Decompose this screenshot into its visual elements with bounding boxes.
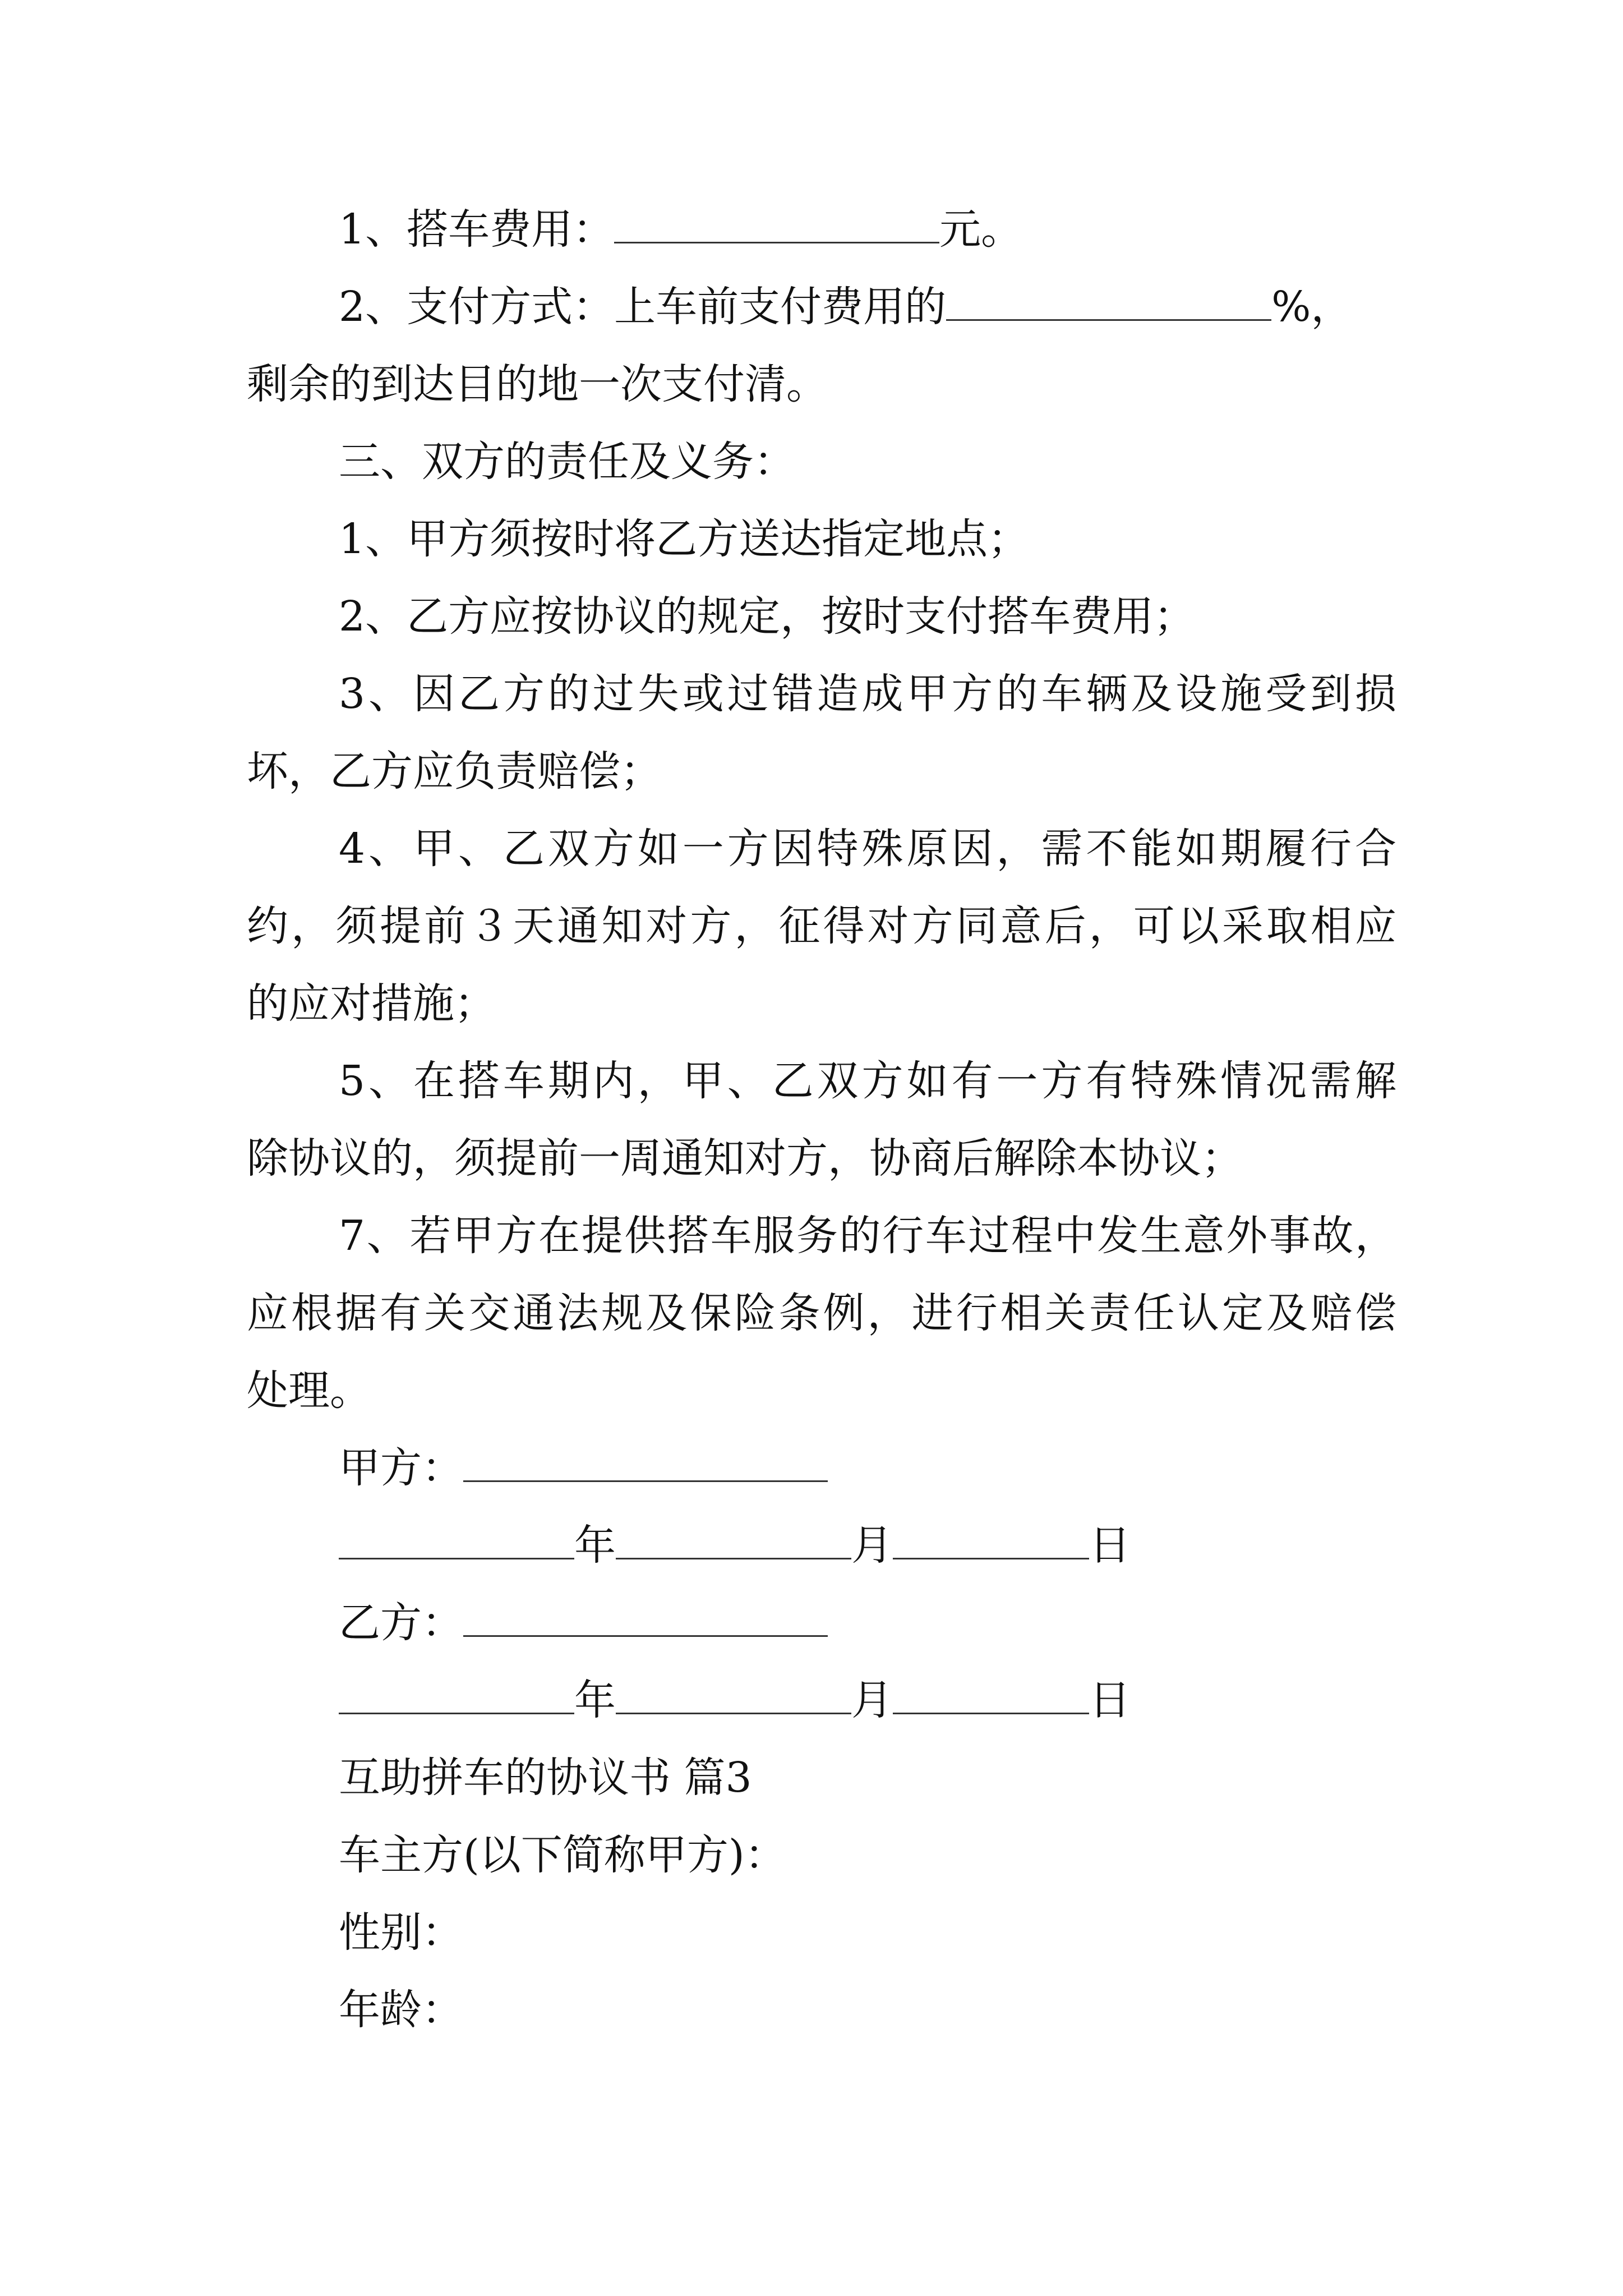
day-blank	[893, 1679, 1089, 1714]
duty-item-4-cont: 约，须提前３天通知对方，征得对方同意后，可以采取相应	[247, 902, 1396, 950]
age-label: 年龄：	[339, 1986, 463, 2034]
duty-item-7-cont: 应根据有关交通法规及保险条例，进行相关责任认定及赔偿	[247, 1289, 1396, 1337]
duty-item-1: 1、甲方须按时将乙方送达指定地点；	[339, 515, 1030, 563]
payment-line: 2、支付方式：上车前支付费用的 %，	[339, 283, 1353, 331]
agreement-title: 互助拼车的协议书 篇3	[339, 1754, 752, 1802]
day-blank	[893, 1524, 1089, 1559]
year-blank	[339, 1679, 574, 1714]
party-b-date: 年 月 日	[247, 1662, 1396, 1739]
month-blank	[616, 1524, 851, 1559]
party-a-line: 甲方：	[247, 1429, 1396, 1507]
section-heading: 三、双方的责任及义务：	[339, 438, 795, 486]
party-b-line: 乙方：	[247, 1584, 1396, 1662]
duty-item-5-cont: 除协议的，须提前一周通知对方，协商后解除本协议；	[247, 1134, 1243, 1182]
payment-line-cont: 剩余的到达目的地一次支付清。	[247, 360, 828, 408]
duty-item-3: 3、因乙方的过失或过错造成甲方的车辆及设施受到损	[339, 670, 1396, 718]
duty-item-3-cont: 坏，乙方应负责赔偿；	[247, 747, 662, 795]
party-b-blank	[463, 1602, 828, 1637]
party-a-date: 年 月 日	[247, 1507, 1396, 1584]
year-blank	[339, 1524, 574, 1559]
month-blank	[616, 1679, 851, 1714]
fee-line: 1、搭车费用： 元。	[339, 205, 1023, 254]
fee-blank	[614, 208, 939, 243]
gender-label: 性别：	[339, 1908, 463, 1957]
percent-blank	[946, 286, 1271, 321]
party-a-blank	[463, 1447, 828, 1482]
duty-item-7: 7、若甲方在提供搭车服务的行车过程中发生意外事故，	[339, 1212, 1396, 1260]
document-page	[247, 191, 1396, 2049]
duty-item-4: 4、甲、乙双方如一方因特殊原因，需不能如期履行合	[339, 825, 1396, 873]
duty-item-4-end: 的应对措施；	[247, 979, 496, 1028]
duty-item-7-end: 处理。	[247, 1366, 371, 1415]
duty-item-2: 2、乙方应按协议的规定，按时支付搭车费用；	[339, 592, 1196, 641]
owner-label: 车主方(以下简称甲方)：	[339, 1831, 786, 1879]
duty-item-5: 5、在搭车期内，甲、乙双方如有一方有特殊情况需解	[339, 1057, 1396, 1105]
